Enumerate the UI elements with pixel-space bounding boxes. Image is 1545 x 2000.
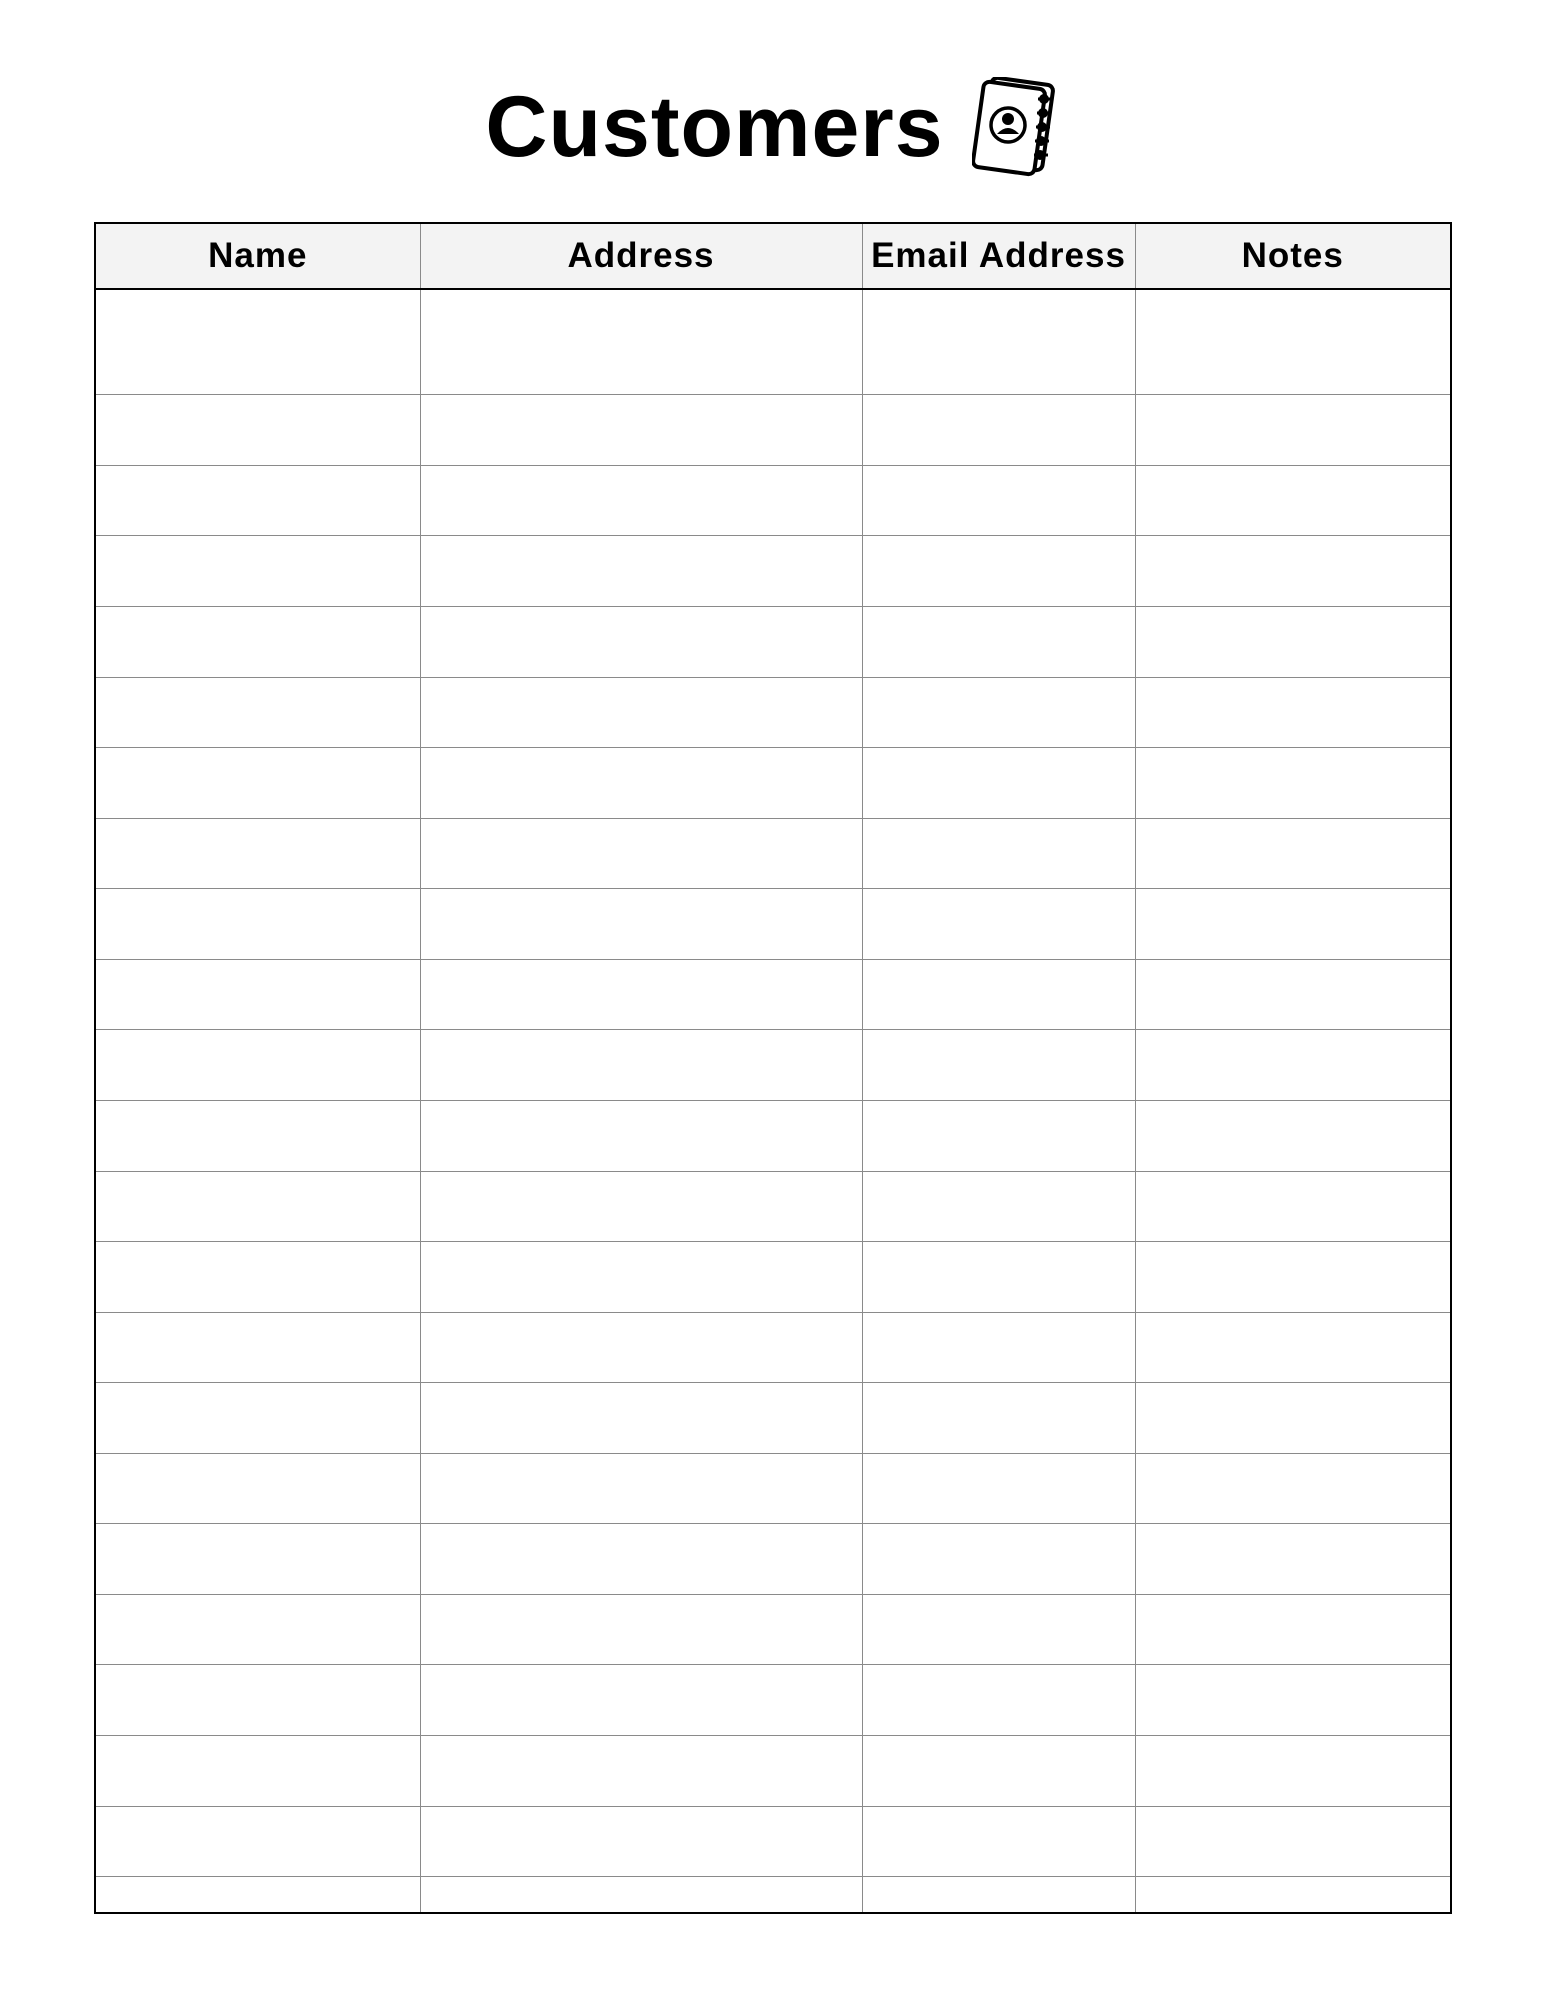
- blank-cell-address: [420, 959, 862, 1030]
- blank-cell-name: [96, 1312, 420, 1383]
- blank-cell-name: [96, 1524, 420, 1595]
- blank-cell-email-address: [862, 536, 1135, 607]
- blank-cell-address: [420, 889, 862, 960]
- blank-cell-address: [420, 1877, 862, 1912]
- blank-cell-email-address: [862, 677, 1135, 748]
- blank-cell-notes: [1135, 1665, 1450, 1736]
- column-header-email-address: Email Address: [862, 224, 1135, 289]
- blank-cell-address: [420, 395, 862, 466]
- blank-cell-name: [96, 465, 420, 536]
- blank-cell-address: [420, 677, 862, 748]
- header-row: [96, 224, 1450, 289]
- table-row: [96, 1877, 1450, 1912]
- blank-cell-name: [96, 1171, 420, 1242]
- blank-cell-name: [96, 677, 420, 748]
- blank-cell-address: [420, 748, 862, 819]
- blank-cell-notes: [1135, 959, 1450, 1030]
- blank-cell-notes: [1135, 395, 1450, 466]
- blank-cell-name: [96, 1383, 420, 1454]
- blank-cell-address: [420, 1524, 862, 1595]
- blank-cell-email-address: [862, 1594, 1135, 1665]
- table-row: [96, 889, 1450, 960]
- table-row: [96, 1524, 1450, 1595]
- blank-cell-email-address: [862, 1806, 1135, 1877]
- blank-cell-name: [96, 289, 420, 395]
- table-row: [96, 748, 1450, 819]
- blank-cell-email-address: [862, 818, 1135, 889]
- blank-cell-email-address: [862, 1100, 1135, 1171]
- blank-cell-notes: [1135, 1806, 1450, 1877]
- blank-cell-address: [420, 289, 862, 395]
- table-row: [96, 1665, 1450, 1736]
- blank-cell-name: [96, 959, 420, 1030]
- blank-cell-email-address: [862, 395, 1135, 466]
- blank-cell-address: [420, 1736, 862, 1807]
- blank-cell-notes: [1135, 1594, 1450, 1665]
- blank-cell-email-address: [862, 465, 1135, 536]
- table-row: [96, 1312, 1450, 1383]
- table-row: [96, 677, 1450, 748]
- column-header-notes: Notes: [1135, 224, 1450, 289]
- blank-cell-address: [420, 1171, 862, 1242]
- table-row: [96, 465, 1450, 536]
- table-row: [96, 1594, 1450, 1665]
- blank-cell-address: [420, 1665, 862, 1736]
- customer-grid: [96, 224, 1450, 1912]
- blank-cell-address: [420, 1594, 862, 1665]
- title-row: [0, 72, 1545, 182]
- blank-cell-name: [96, 1877, 420, 1912]
- page-title: Customers: [485, 79, 944, 175]
- blank-cell-address: [420, 536, 862, 607]
- blank-cell-notes: [1135, 1453, 1450, 1524]
- blank-cell-email-address: [862, 1030, 1135, 1101]
- blank-cell-email-address: [862, 1242, 1135, 1313]
- table-row: [96, 818, 1450, 889]
- blank-cell-name: [96, 1030, 420, 1101]
- blank-cell-name: [96, 889, 420, 960]
- blank-cell-email-address: [862, 1736, 1135, 1807]
- blank-cell-notes: [1135, 1524, 1450, 1595]
- blank-cell-name: [96, 1736, 420, 1807]
- blank-cell-notes: [1135, 1030, 1450, 1101]
- column-header-address: Address: [420, 224, 862, 289]
- blank-cell-email-address: [862, 1524, 1135, 1595]
- blank-cell-name: [96, 1806, 420, 1877]
- blank-cell-email-address: [862, 748, 1135, 819]
- blank-cell-email-address: [862, 1312, 1135, 1383]
- blank-cell-email-address: [862, 889, 1135, 960]
- blank-cell-notes: [1135, 465, 1450, 536]
- table-body: [96, 289, 1450, 1912]
- blank-cell-email-address: [862, 1383, 1135, 1454]
- blank-cell-name: [96, 1594, 420, 1665]
- blank-cell-address: [420, 1242, 862, 1313]
- blank-cell-notes: [1135, 1383, 1450, 1454]
- table-row: [96, 1736, 1450, 1807]
- blank-cell-email-address: [862, 1171, 1135, 1242]
- blank-cell-name: [96, 1100, 420, 1171]
- blank-cell-address: [420, 1030, 862, 1101]
- blank-cell-notes: [1135, 1171, 1450, 1242]
- blank-cell-notes: [1135, 1242, 1450, 1313]
- blank-cell-email-address: [862, 959, 1135, 1030]
- table-row: [96, 536, 1450, 607]
- table-row: [96, 1171, 1450, 1242]
- blank-cell-notes: [1135, 677, 1450, 748]
- blank-cell-address: [420, 465, 862, 536]
- blank-cell-address: [420, 607, 862, 678]
- blank-cell-address: [420, 1453, 862, 1524]
- blank-cell-notes: [1135, 1312, 1450, 1383]
- blank-cell-name: [96, 607, 420, 678]
- blank-cell-address: [420, 1312, 862, 1383]
- blank-cell-email-address: [862, 1877, 1135, 1912]
- table-row: [96, 1453, 1450, 1524]
- table-row: [96, 1242, 1450, 1313]
- blank-cell-email-address: [862, 607, 1135, 678]
- blank-cell-email-address: [862, 289, 1135, 395]
- table-row: [96, 1100, 1450, 1171]
- blank-cell-address: [420, 1806, 862, 1877]
- blank-cell-notes: [1135, 607, 1450, 678]
- contact-book-icon: [972, 77, 1060, 177]
- blank-cell-notes: [1135, 289, 1450, 395]
- blank-cell-notes: [1135, 748, 1450, 819]
- table-row: [96, 1030, 1450, 1101]
- blank-cell-email-address: [862, 1453, 1135, 1524]
- column-header-name: Name: [96, 224, 420, 289]
- blank-cell-address: [420, 1383, 862, 1454]
- blank-cell-notes: [1135, 1736, 1450, 1807]
- customer-table: [94, 222, 1452, 1914]
- table-row: [96, 607, 1450, 678]
- table-row: [96, 395, 1450, 466]
- table-row: [96, 289, 1450, 395]
- blank-cell-name: [96, 818, 420, 889]
- blank-cell-notes: [1135, 1100, 1450, 1171]
- blank-cell-name: [96, 1242, 420, 1313]
- blank-cell-notes: [1135, 818, 1450, 889]
- blank-cell-name: [96, 395, 420, 466]
- blank-cell-name: [96, 1665, 420, 1736]
- blank-cell-notes: [1135, 1877, 1450, 1912]
- table-row: [96, 959, 1450, 1030]
- table-row: [96, 1383, 1450, 1454]
- blank-cell-address: [420, 1100, 862, 1171]
- blank-cell-name: [96, 536, 420, 607]
- blank-cell-name: [96, 1453, 420, 1524]
- blank-cell-notes: [1135, 536, 1450, 607]
- table-row: [96, 1806, 1450, 1877]
- blank-cell-email-address: [862, 1665, 1135, 1736]
- blank-cell-notes: [1135, 889, 1450, 960]
- blank-cell-address: [420, 818, 862, 889]
- blank-cell-name: [96, 748, 420, 819]
